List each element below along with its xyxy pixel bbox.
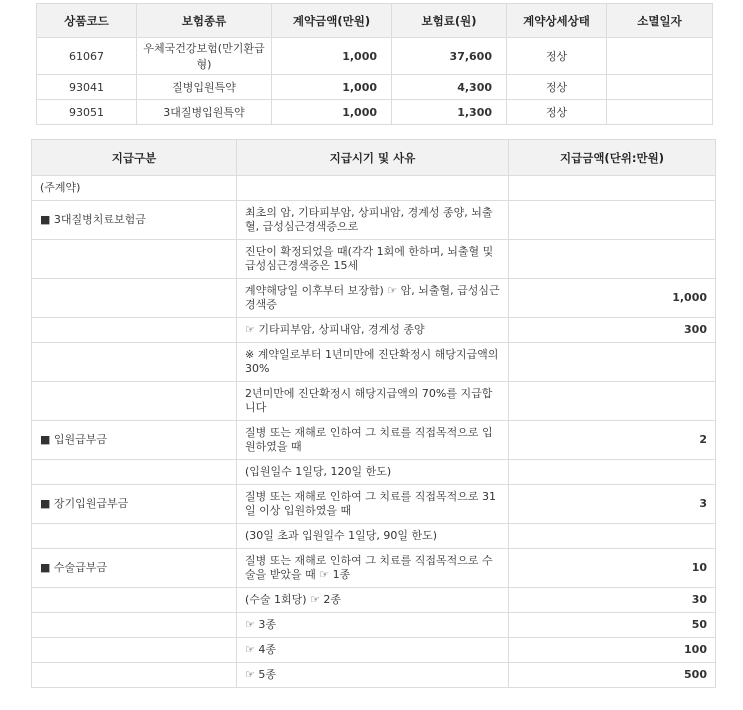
contract-amount-cell: 1,000 bbox=[272, 100, 392, 125]
payout-amount-cell: 3 bbox=[509, 485, 716, 524]
payout-reason-cell: 진단이 확정되었을 때(각각 1회에 한하며, 뇌출혈 및 급성심근경색증은 15세 bbox=[237, 240, 509, 279]
header-payout-category: 지급구분 bbox=[32, 140, 237, 176]
product-code-cell: 93041 bbox=[37, 75, 137, 100]
table-row bbox=[32, 549, 716, 588]
payout-reason-cell: 2년미만에 진단확정시 해당지급액의 70%를 지급합니다 bbox=[237, 382, 509, 421]
table-row bbox=[32, 279, 716, 318]
product-code-cell: 93051 bbox=[37, 100, 137, 125]
payout-amount-cell: 50 bbox=[509, 613, 716, 638]
header-product-code: 상품코드 bbox=[37, 4, 137, 38]
payout-reason-cell: 질병 또는 재해로 인하여 그 치료를 직접목적으로 31일 이상 입원하였을 때 bbox=[237, 485, 509, 524]
payout-reason-cell: 계약해당일 이후부터 보장함) ☞ 암, 뇌출혈, 급성심근경색증 bbox=[237, 279, 509, 318]
payout-category-cell bbox=[32, 638, 237, 663]
payout-amount-cell: 500 bbox=[509, 663, 716, 688]
product-code-cell: 61067 bbox=[37, 38, 137, 75]
contract-header-row bbox=[37, 4, 713, 38]
payout-amount-cell: 300 bbox=[509, 318, 716, 343]
payout-reason-cell: 질병 또는 재해로 인하여 그 치료를 직접목적으로 입원하였을 때 bbox=[237, 421, 509, 460]
payout-amount-cell bbox=[509, 524, 716, 549]
header-payout-amount: 지급금액(단위:만원) bbox=[509, 140, 716, 176]
payout-category-cell: ■ 수술급부금 bbox=[32, 549, 237, 588]
table-row bbox=[32, 524, 716, 549]
payout-reason-cell: (30일 초과 입원일수 1일당, 90일 한도) bbox=[237, 524, 509, 549]
payout-header-row bbox=[32, 140, 716, 176]
payout-category-cell bbox=[32, 240, 237, 279]
payout-category-cell bbox=[32, 613, 237, 638]
payout-amount-cell: 100 bbox=[509, 638, 716, 663]
expiry-cell bbox=[607, 38, 713, 75]
insurance-type-cell: 3대질병입원특약 bbox=[137, 100, 272, 125]
table-row bbox=[32, 421, 716, 460]
status-cell: 정상 bbox=[507, 38, 607, 75]
premium-cell: 37,600 bbox=[392, 38, 507, 75]
payout-reason-cell: 질병 또는 재해로 인하여 그 치료를 직접목적으로 수술을 받았을 때 ☞ 1종 bbox=[237, 549, 509, 588]
payout-amount-cell bbox=[509, 176, 716, 201]
contract-amount-cell: 1,000 bbox=[272, 38, 392, 75]
payout-category-cell bbox=[32, 343, 237, 382]
payout-reason-cell: (수술 1회당) ☞ 2종 bbox=[237, 588, 509, 613]
table-row bbox=[32, 176, 716, 201]
contract-table bbox=[36, 3, 713, 125]
table-row bbox=[32, 485, 716, 524]
payout-amount-cell bbox=[509, 240, 716, 279]
expiry-cell bbox=[607, 100, 713, 125]
header-contract-amount: 계약금액(만원) bbox=[272, 4, 392, 38]
payout-category-cell: ■ 3대질병치료보험금 bbox=[32, 201, 237, 240]
payout-reason-cell: (입원일수 1일당, 120일 한도) bbox=[237, 460, 509, 485]
payout-reason-cell: 최초의 암, 기타피부암, 상피내암, 경계성 종양, 뇌출혈, 급성심근경색증으로 bbox=[237, 201, 509, 240]
payout-amount-cell: 30 bbox=[509, 588, 716, 613]
payout-reason-cell: ☞ 4종 bbox=[237, 638, 509, 663]
payout-reason-cell bbox=[237, 176, 509, 201]
table-row bbox=[32, 588, 716, 613]
table-row bbox=[37, 38, 713, 75]
table-row bbox=[37, 75, 713, 100]
payout-amount-cell: 10 bbox=[509, 549, 716, 588]
premium-cell: 1,300 bbox=[392, 100, 507, 125]
table-row bbox=[32, 663, 716, 688]
payout-amount-cell bbox=[509, 460, 716, 485]
payout-amount-cell: 2 bbox=[509, 421, 716, 460]
status-cell: 정상 bbox=[507, 75, 607, 100]
header-payout-reason: 지급시기 및 사유 bbox=[237, 140, 509, 176]
payout-amount-cell bbox=[509, 201, 716, 240]
payout-amount-cell: 1,000 bbox=[509, 279, 716, 318]
insurance-type-cell: 질병입원특약 bbox=[137, 75, 272, 100]
table-row bbox=[32, 638, 716, 663]
payout-category-cell bbox=[32, 524, 237, 549]
payout-amount-cell bbox=[509, 343, 716, 382]
payout-category-cell bbox=[32, 382, 237, 421]
payout-table bbox=[31, 139, 716, 688]
header-premium: 보험료(원) bbox=[392, 4, 507, 38]
contract-amount-cell: 1,000 bbox=[272, 75, 392, 100]
payout-category-cell bbox=[32, 460, 237, 485]
payout-reason-cell: ※ 계약일로부터 1년미만에 진단확정시 해당지급액의 30% bbox=[237, 343, 509, 382]
table-row bbox=[32, 613, 716, 638]
table-row bbox=[37, 100, 713, 125]
payout-category-cell: (주계약) bbox=[32, 176, 237, 201]
expiry-cell bbox=[607, 75, 713, 100]
header-insurance-type: 보험종류 bbox=[137, 4, 272, 38]
table-row bbox=[32, 201, 716, 240]
header-expiry-date: 소멸일자 bbox=[607, 4, 713, 38]
payout-reason-cell: ☞ 5종 bbox=[237, 663, 509, 688]
payout-category-cell: ■ 장기입원급부금 bbox=[32, 485, 237, 524]
payout-category-cell bbox=[32, 279, 237, 318]
table-row bbox=[32, 240, 716, 279]
payout-category-cell: ■ 입원급부금 bbox=[32, 421, 237, 460]
payout-amount-cell bbox=[509, 382, 716, 421]
insurance-type-cell: 우체국건강보험(만기환급형) bbox=[137, 38, 272, 75]
payout-category-cell bbox=[32, 663, 237, 688]
table-row bbox=[32, 460, 716, 485]
payout-reason-cell: ☞ 3종 bbox=[237, 613, 509, 638]
payout-reason-cell: ☞ 기타피부암, 상피내암, 경계성 종양 bbox=[237, 318, 509, 343]
table-row bbox=[32, 343, 716, 382]
table-row bbox=[32, 318, 716, 343]
header-contract-status: 계약상세상태 bbox=[507, 4, 607, 38]
payout-category-cell bbox=[32, 588, 237, 613]
payout-category-cell bbox=[32, 318, 237, 343]
status-cell: 정상 bbox=[507, 100, 607, 125]
table-row bbox=[32, 382, 716, 421]
premium-cell: 4,300 bbox=[392, 75, 507, 100]
